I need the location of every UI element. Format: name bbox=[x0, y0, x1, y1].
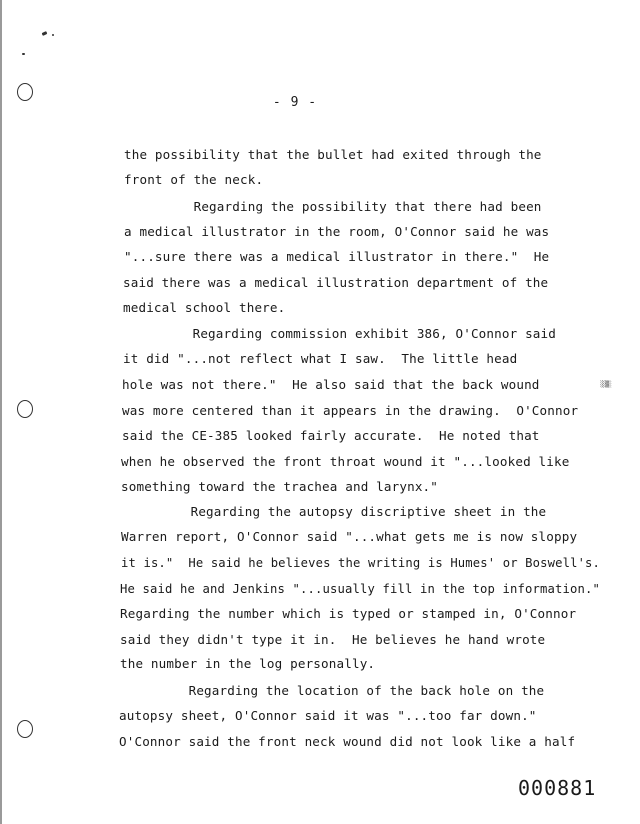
body-line: said they didn't type it in. He believes he hand wrote bbox=[120, 632, 546, 647]
body-line: Regarding commission exhibit 386, O'Connor said bbox=[123, 326, 556, 341]
scan-speck bbox=[52, 34, 54, 36]
body-line: He said he and Jenkins "...usually fill in the top information." bbox=[120, 581, 601, 596]
body-line: was more centered than it appears in the drawing. O'Connor bbox=[122, 403, 579, 418]
body-line: front of the neck. bbox=[124, 172, 264, 187]
body-line: it is." He said he believes the writing is Humes' or Boswell's. bbox=[121, 555, 601, 570]
body-line: medical school there. bbox=[123, 300, 286, 315]
scan-speck bbox=[42, 31, 48, 36]
page-number: - 9 - bbox=[272, 95, 318, 110]
body-line: hole was not there." He also said that the back wound bbox=[122, 377, 540, 392]
punch-hole bbox=[17, 400, 33, 418]
body-line: something toward the trachea and larynx." bbox=[121, 479, 439, 494]
body-line: O'Connor said the front neck wound did not look like a half bbox=[119, 734, 576, 749]
body-line: the possibility that the bullet had exited through the bbox=[124, 147, 542, 162]
body-line: Regarding the autopsy discriptive sheet in the bbox=[121, 504, 547, 519]
page-edge bbox=[0, 0, 2, 824]
document-id-stamp: 000881 bbox=[518, 776, 597, 800]
body-line: autopsy sheet, O'Connor said it was "...too far down." bbox=[119, 708, 537, 723]
scan-speck bbox=[22, 53, 25, 55]
body-line: the number in the log personally. bbox=[120, 656, 376, 671]
body-line: it did "...not reflect what I saw. The little head bbox=[123, 351, 518, 366]
body-line: said there was a medical illustration department of the bbox=[123, 275, 549, 290]
body-line: Regarding the possibility that there had been bbox=[124, 199, 542, 214]
body-line: Warren report, O'Connor said "...what gets me is now sloppy bbox=[121, 529, 578, 544]
margin-mark: ░░▒░ bbox=[600, 381, 611, 388]
body-line: "...sure there was a medical illustrator in there." He bbox=[124, 249, 550, 264]
punch-hole bbox=[17, 720, 33, 738]
body-line: a medical illustrator in the room, O'Connor said he was bbox=[124, 224, 550, 239]
body-line: Regarding the location of the back hole on the bbox=[119, 683, 545, 698]
body-line: when he observed the front throat wound it "...looked like bbox=[121, 454, 570, 469]
body-line: Regarding the number which is typed or stamped in, O'Connor bbox=[120, 606, 577, 621]
body-line: said the CE-385 looked fairly accurate. He noted that bbox=[122, 428, 540, 443]
punch-hole bbox=[17, 83, 33, 101]
